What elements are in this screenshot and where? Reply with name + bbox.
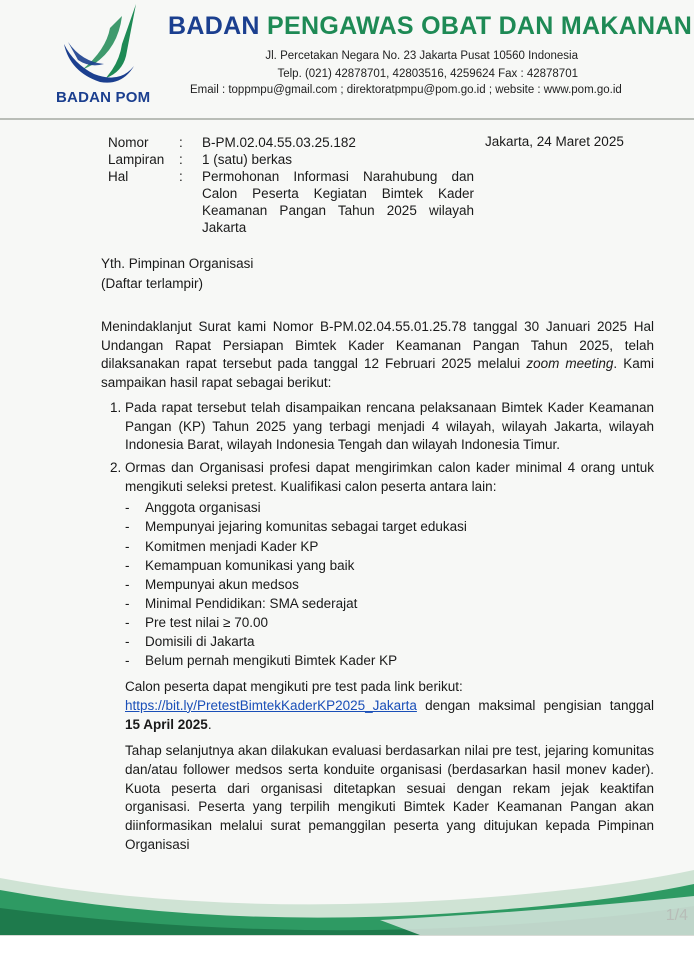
next-steps-paragraph: Tahap selanjutnya akan dilakukan evaluasi berdasarkan nilai pre test, jejaring komunitas dan/atau follower medsos serta konduite organisasi (berdasarkan hasil monev kader). Kuota peserta dari organisasi ditetapkan sesuai dengan rekam jejak keaktifan organisasi. Peserta yang terpilih mengikuti Bimtek Kader Keamanan Pangan akan diinformasikan melalui surat pemanggilan peserta yang ditujukan kepada Pimpinan Organisasi — [125, 743, 654, 852]
results-item-1 — [125, 399, 654, 455]
brand-name: BADAN POM — [56, 89, 151, 106]
meta-row-lampiran — [108, 151, 474, 168]
criteria-item: - Pre test nilai ≥ 70.00 — [125, 613, 654, 632]
intro-text-a: Menindaklanjut Surat kami Nomor B-PM.02.04.55.01.25.78 tanggal 30 Januari 2025 Hal Undangan Rapat Persiapan Bimtek Kader Keamanan Pangan Tahun 2025, telah dilaksanakan rapat tersebut pada tanggal 12 Februari 2025 melalui — [101, 319, 654, 372]
pretest-deadline: 15 April 2025 — [125, 716, 208, 732]
agency-address: Jl. Percetakan Negara No. 23 Jakarta Pusat 10560 Indonesia — [265, 50, 578, 62]
agency-title-part2: PENGAWAS OBAT DAN MAKANAN — [267, 12, 693, 40]
pretest-intro: Calon peserta dapat mengikuti pre test pada link berikut: — [125, 679, 463, 695]
criteria-item: - Mempunyai akun medsos — [125, 575, 654, 594]
pretest-link-line — [125, 697, 654, 734]
results-item-1-text: Pada rapat tersebut telah disampaikan rencana pelaksanaan Bimtek Kader Keamanan Pangan (KP) Tahun 2025 yang terbagi menjadi 4 wilayah, wilayah Jakarta, wilayah Indonesia Barat, wilayah Indonesia Tengah dan wilayah Indonesia Timur. — [125, 399, 654, 453]
pretest-paragraph — [125, 678, 654, 734]
meta-value-lampiran: 1 (satu) berkas — [202, 152, 293, 167]
criteria-item: - Domisili di Jakarta — [125, 632, 654, 651]
meta-colon: : — [179, 169, 183, 184]
meta-value-nomor: B-PM.02.04.55.03.25.182 — [202, 135, 356, 150]
meta-value-hal: Permohonan Informasi Narahubung dan Calon Peserta Kegiatan Bimtek Kader Keamanan Pangan Tahun 2025 wilayah Jakarta — [202, 169, 474, 235]
intro-paragraph — [101, 318, 654, 393]
recipient-line2: (Daftar terlampir) — [101, 276, 204, 291]
meta-colon: : — [179, 152, 183, 167]
meta-label: Lampiran — [108, 152, 165, 167]
page-indicator: 1/4 — [665, 907, 688, 924]
criteria-item: - Mempunyai jejaring komunitas sebagai target edukasi — [125, 517, 654, 536]
results-list — [101, 399, 654, 855]
pretest-text: dengan maksimal pengisian tanggal — [416, 697, 654, 713]
agency-title-part1: BADAN — [168, 12, 268, 40]
criteria-list — [125, 498, 654, 670]
recipient — [101, 254, 253, 294]
viewer-bottom-bar — [0, 935, 694, 955]
pretest-link[interactable]: https://bit.ly/PretestBimtekKaderKP2025_Jakarta — [125, 697, 417, 713]
criteria-item: - Anggota organisasi — [125, 498, 654, 517]
footer-wave-graphic — [0, 860, 694, 935]
recipient-line1: Yth. Pimpinan Organisasi — [101, 256, 254, 271]
letterhead-divider — [0, 118, 694, 120]
letter-date: Jakarta, 24 Maret 2025 — [485, 134, 624, 149]
criteria-item: - Komitmen menjadi Kader KP — [125, 537, 654, 556]
agency-title — [168, 12, 692, 41]
meta-label: Nomor — [108, 135, 149, 150]
meta-label: Hal — [108, 169, 129, 184]
letter-body — [101, 318, 654, 859]
results-item-2 — [125, 459, 654, 855]
criteria-item: - Belum pernah mengikuti Bimtek Kader KP — [125, 651, 654, 670]
pretest-period: . — [207, 716, 212, 732]
intro-text-b: . Kami sampaikan hasil rapat sebagai berikut: — [101, 356, 654, 391]
agency-phone: Telp. (021) 42878701, 42803516, 4259624 Fax : 42878701 — [277, 68, 578, 80]
results-item-2-text: Ormas dan Organisasi profesi dapat mengirimkan calon kader minimal 4 orang untuk mengikuti seleksi pretest. Kualifikasi calon peserta antara lain: — [125, 459, 654, 494]
letter-meta — [108, 134, 474, 236]
intro-emphasis: zoom meeting — [526, 356, 614, 372]
meta-row-nomor — [108, 134, 474, 151]
criteria-item: - Minimal Pendidikan: SMA sederajat — [125, 594, 654, 613]
agency-contact: Email : toppmpu@gmail.com ; direktoratpmpu@pom.go.id ; website : www.pom.go.id — [190, 84, 622, 96]
meta-row-hal — [108, 168, 474, 236]
meta-colon: : — [179, 135, 183, 150]
criteria-item: - Kemampuan komunikasi yang baik — [125, 556, 654, 575]
